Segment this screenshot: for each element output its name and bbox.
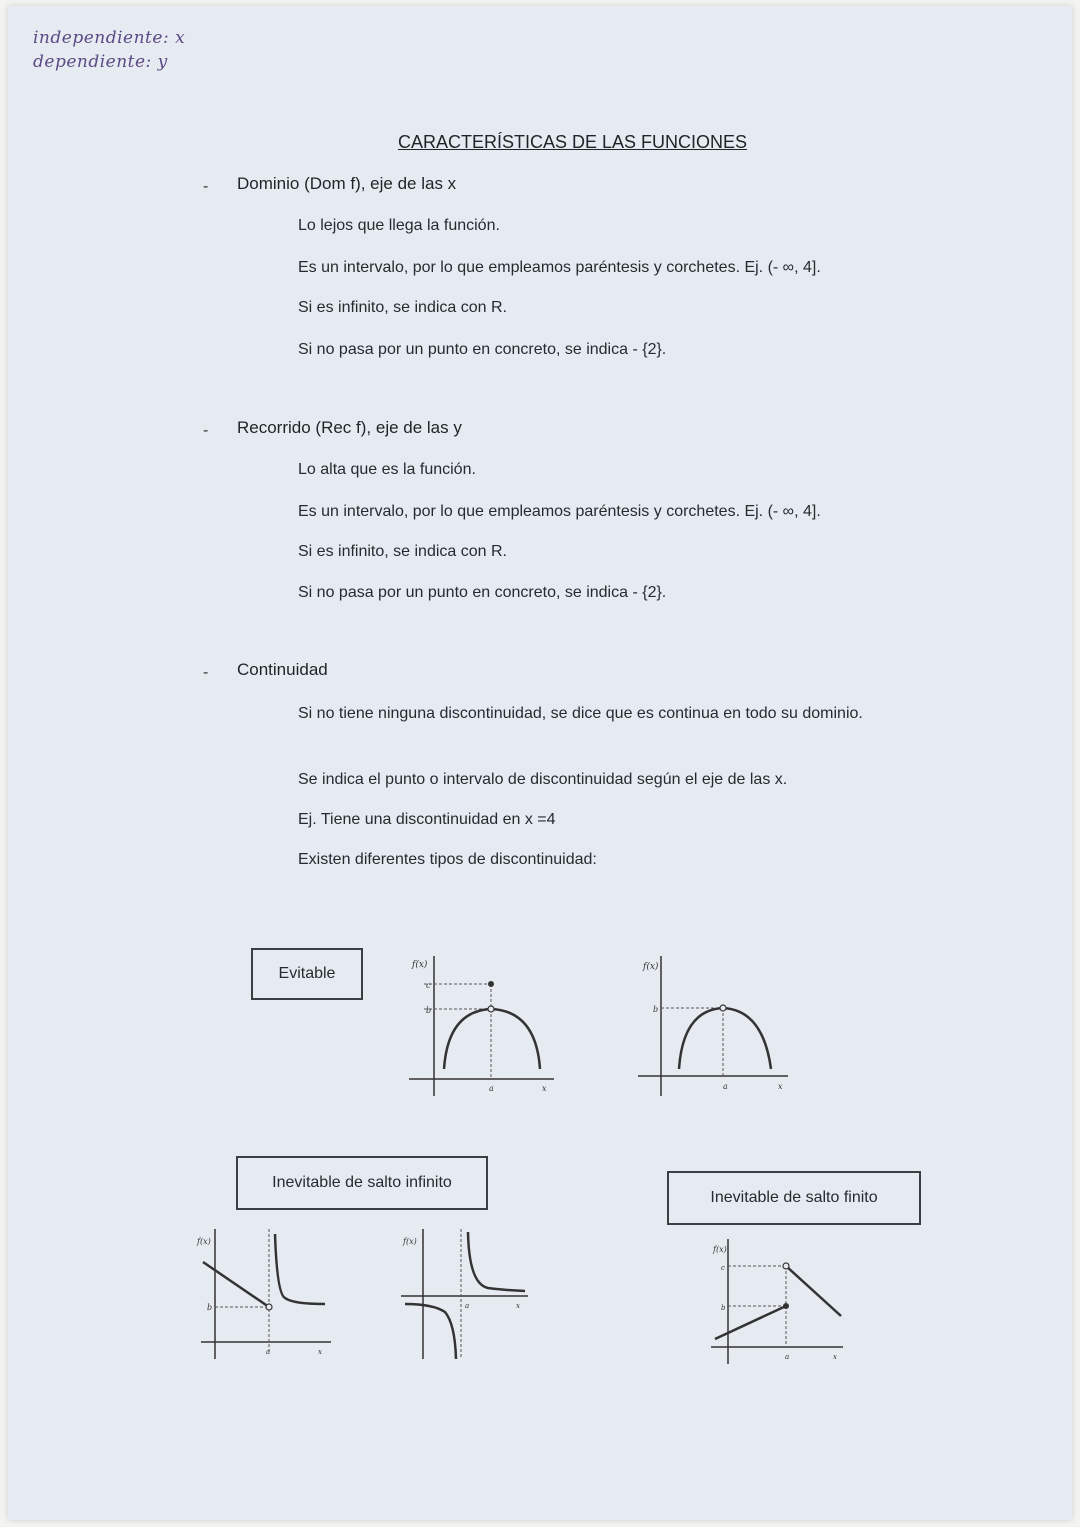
filled-point	[783, 1303, 789, 1309]
section-heading-continuidad: Continuidad	[237, 660, 328, 679]
dominio-line-3: Si es infinito, se indica con R.	[298, 299, 507, 316]
a-label: a	[465, 1302, 470, 1310]
recorrido-line-2: Es un intervalo, por lo que empleamos paréntesis y corchetes. Ej. (- ∞, 4].	[298, 503, 821, 520]
salto-infinito-graph-line	[193, 1224, 343, 1364]
b-label: b	[653, 1005, 659, 1014]
fx-label: f(x)	[643, 962, 659, 972]
page-title: CARACTERÍSTICAS DE LAS FUNCIONES	[398, 132, 748, 152]
document-page	[8, 6, 1072, 1520]
handwritten-note-independent: independiente: x	[33, 28, 186, 48]
bullet-marker: -	[203, 664, 209, 681]
left-branch	[203, 1262, 269, 1307]
fx-label: f(x)	[412, 960, 428, 970]
fx-label: f(x)	[403, 1237, 417, 1246]
right-branch	[275, 1234, 325, 1304]
dominio-line-4: Si no pasa por un punto en concreto, se indica - {2}.	[298, 341, 667, 358]
right-segment	[786, 1266, 841, 1316]
lower-branch	[405, 1304, 456, 1359]
salto-infinito-label: Inevitable de salto infinito	[272, 1174, 452, 1191]
dominio-line-2: Es un intervalo, por lo que empleamos paréntesis y corchetes. Ej. (- ∞, 4].	[298, 259, 821, 276]
continuidad-line-4: Existen diferentes tipos de discontinuidad:	[298, 851, 597, 868]
upper-branch	[468, 1232, 525, 1291]
salto-finito-label-box	[667, 1171, 921, 1225]
section-heading-recorrido: Recorrido (Rec f), eje de las y	[237, 418, 462, 437]
continuidad-line-2: Se indica el punto o intervalo de discontinuidad según el eje de las x.	[298, 771, 788, 788]
c-label: c	[426, 981, 431, 990]
recorrido-line-1: Lo alta que es la función.	[298, 461, 476, 478]
a-label: a	[785, 1353, 790, 1361]
open-point	[488, 1006, 494, 1012]
x-label: x	[778, 1082, 783, 1091]
c-label: c	[721, 1264, 725, 1272]
salto-infinito-graph-hyperbola	[393, 1224, 533, 1364]
x-label: x	[318, 1348, 322, 1356]
open-point	[783, 1263, 789, 1269]
a-label: a	[723, 1082, 728, 1091]
evitable-graph-displaced-point	[404, 951, 564, 1101]
bullet-marker: -	[203, 422, 209, 439]
section-heading-dominio: Dominio (Dom f), eje de las x	[237, 174, 457, 193]
filled-point	[488, 981, 494, 987]
b-label: b	[721, 1304, 726, 1312]
fx-label: f(x)	[713, 1245, 727, 1254]
bullet-marker: -	[203, 178, 209, 195]
x-label: x	[542, 1084, 547, 1093]
evitable-graph-hole	[633, 951, 793, 1101]
salto-finito-label: Inevitable de salto finito	[710, 1189, 878, 1206]
left-segment	[715, 1306, 786, 1339]
arch-curve	[444, 1009, 540, 1069]
x-label: x	[516, 1302, 520, 1310]
continuidad-line-1: Si no tiene ninguna discontinuidad, se dice que es continua en todo su dominio.	[298, 705, 863, 722]
salto-infinito-label-box	[236, 1156, 488, 1210]
b-label: b	[426, 1006, 432, 1015]
fx-label: f(x)	[197, 1237, 211, 1246]
a-label: a	[489, 1084, 494, 1093]
evitable-label-box	[251, 948, 363, 1000]
open-point	[720, 1005, 726, 1011]
continuidad-line-3: Ej. Tiene una discontinuidad en x =4	[298, 811, 556, 828]
arch-curve	[679, 1008, 771, 1069]
evitable-label: Evitable	[278, 965, 336, 982]
dominio-line-1: Lo lejos que llega la función.	[298, 217, 500, 234]
handwritten-note-dependent: dependiente: y	[33, 52, 168, 72]
recorrido-line-4: Si no pasa por un punto en concreto, se indica - {2}.	[298, 584, 667, 601]
salto-finito-graph	[703, 1234, 853, 1369]
a-label: a	[266, 1348, 271, 1356]
x-label: x	[833, 1353, 837, 1361]
recorrido-line-3: Si es infinito, se indica con R.	[298, 543, 507, 560]
open-point	[266, 1304, 272, 1310]
b-label: b	[207, 1303, 213, 1312]
